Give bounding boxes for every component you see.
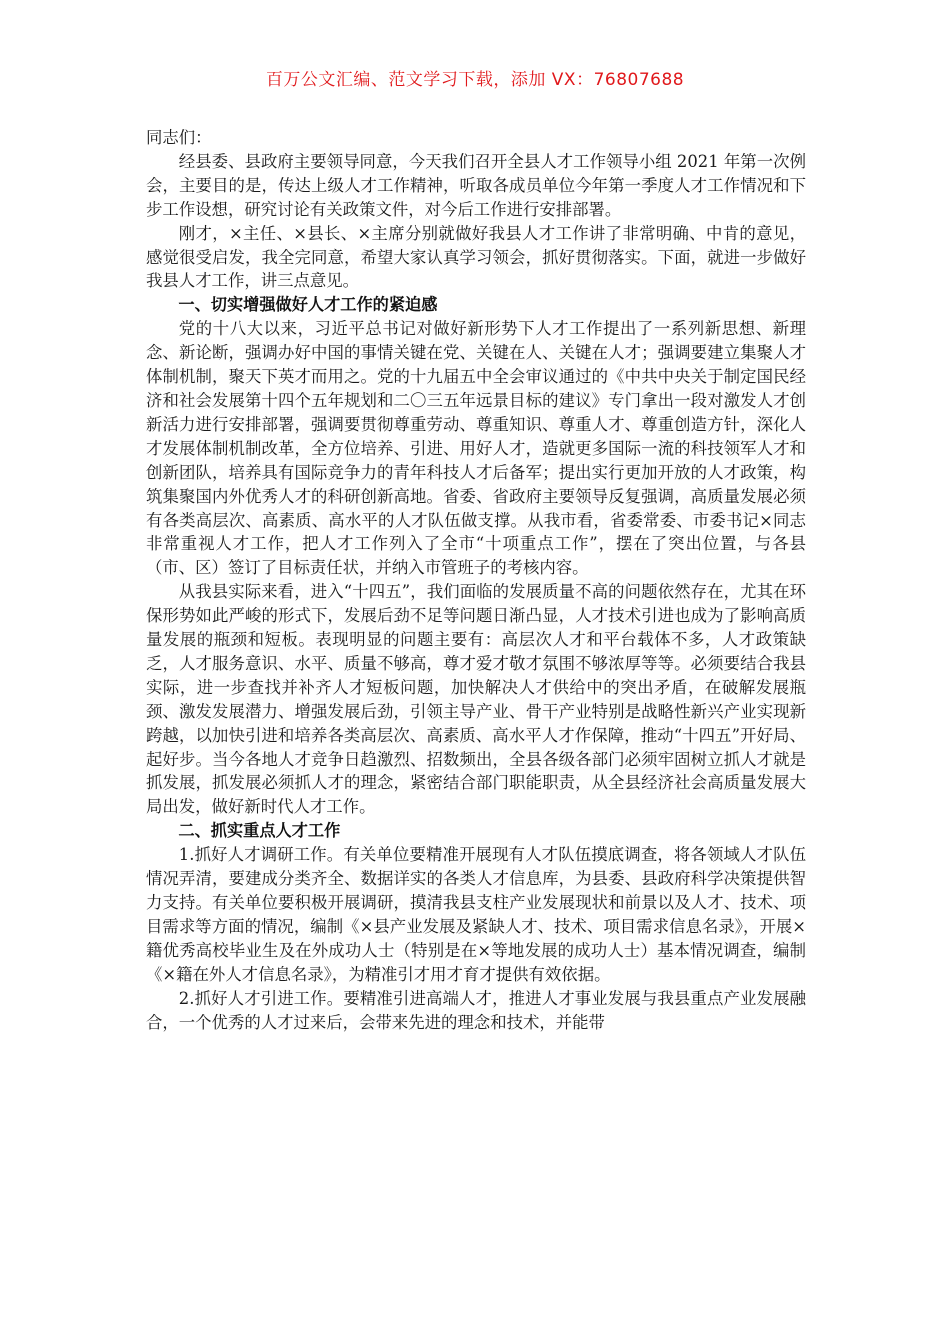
section-2-item-1: 1.抓好人才调研工作。有关单位要精准开展现有人才队伍摸底调查，将各领域人才队伍情况弄清，要建成分类齐全、数据详实的各类人才信息库，为县委、县政府科学决策提供智力支持。有关单位要积极开展调研，摸清我县支柱产业发展现状和前景以及人才、技术、项目需求等方面的情况，编制《×县产业发展及紧缺人才、技术、项目需求信息名录》，开展×籍优秀高校毕业生及在外成功人士（特别是在×等地发展的成功人士）基本情况调查，编制《×籍在外人才信息名录》，为精准引才用才育才提供有效依据。	[146, 845, 806, 984]
section-2-heading: 二、抓实重点人才工作	[178, 821, 341, 841]
section-1-paragraph-2: 从我县实际来看，进入“十四五”，我们面临的发展质量不高的问题依然存在，尤其在环保形势如此严峻的形式下，发展后劲不足等问题日渐凸显，人才技术引进也成为了影响高质量发展的瓶颈和短板。表现明显的问题主要有：高层次人才和平台载体不多，人才政策缺乏，人才服务意识、水平、质量不够高，尊才爱才敬才氛围不够浓厚等等。必须要结合我县实际，进一步查找并补齐人才短板问题，加快解决人才供给中的突出矛盾，在破解发展瓶颈、激发发展潜力、增强发展后劲，引领主导产业、骨干产业特别是战略性新兴产业实现新跨越，以加快引进和培养各类高层次、高素质、高水平人才作保障，推动“十四五”开好局、起好步。当今各地人才竞争日趋激烈、招数频出，全县各级各部门必须牢固树立抓人才就是抓发展，抓发展必须抓人才的理念，紧密结合部门职能职责，从全县经济社会高质量发展大局出发，做好新时代人才工作。	[146, 582, 806, 817]
salutation: 同志们：	[146, 128, 212, 147]
intro-paragraph-1: 经县委、县政府主要领导同意，今天我们召开全县人才工作领导小组 2021 年第一次例会，主要目的是，传达上级人才工作精神，听取各成员单位今年第一季度人才工作情况和下步工作设想，研究讨论有关政策文件，对今后工作进行安排部署。	[146, 151, 806, 219]
intro-paragraph-2: 刚才，×主任、×县长、×主席分别就做好我县人才工作讲了非常明确、中肯的意见，感觉很受启发，我全完同意，希望大家认真学习领会，抓好贯彻落实。下面，就进一步做好我县人才工作，讲三点意见。	[146, 223, 806, 291]
section-1-paragraph-1: 党的十八大以来，习近平总书记对做好新形势下人才工作提出了一系列新思想、新理念、新论断，强调办好中国的事情关键在党、关键在人、关键在人才；强调要建立集聚人才体制机制，聚天下英才而用之。党的十九届五中全会审议通过的《中共中央关于制定国民经济和社会发展第十四个五年规划和二〇三五年远景目标的建议》专门拿出一段对激发人才创新活力进行安排部署，强调要贯彻尊重劳动、尊重知识、尊重人才、尊重创造方针，深化人才发展体制机制改革，全方位培养、引进、用好人才，造就更多国际一流的科技领军人才和创新团队，培养具有国际竞争力的青年科技人才后备军；提出实行更加开放的人才政策，构筑集聚国内外优秀人才的科研创新高地。省委、省政府主要领导反复强调，高质量发展必须有各类高层次、高素质、高水平的人才队伍做支撑。从我市看，省委常委、市委书记×同志非常重视人才工作，把人才工作列入了全市“十项重点工作”，摆在了突出位置，与各县（市、区）签订了目标责任状，并纳入市管班子的考核内容。	[146, 319, 806, 578]
section-1-heading: 一、切实增强做好人才工作的紧迫感	[178, 295, 438, 315]
promo-header-banner: 百万公文汇编、范文学习下载，添加 VX：76807688	[265, 70, 685, 90]
document-body	[146, 126, 806, 1034]
section-2-item-2: 2.抓好人才引进工作。要精准引进高端人才，推进人才事业发展与我县重点产业发展融合，一个优秀的人才过来后，会带来先进的理念和技术，并能带	[146, 988, 806, 1032]
